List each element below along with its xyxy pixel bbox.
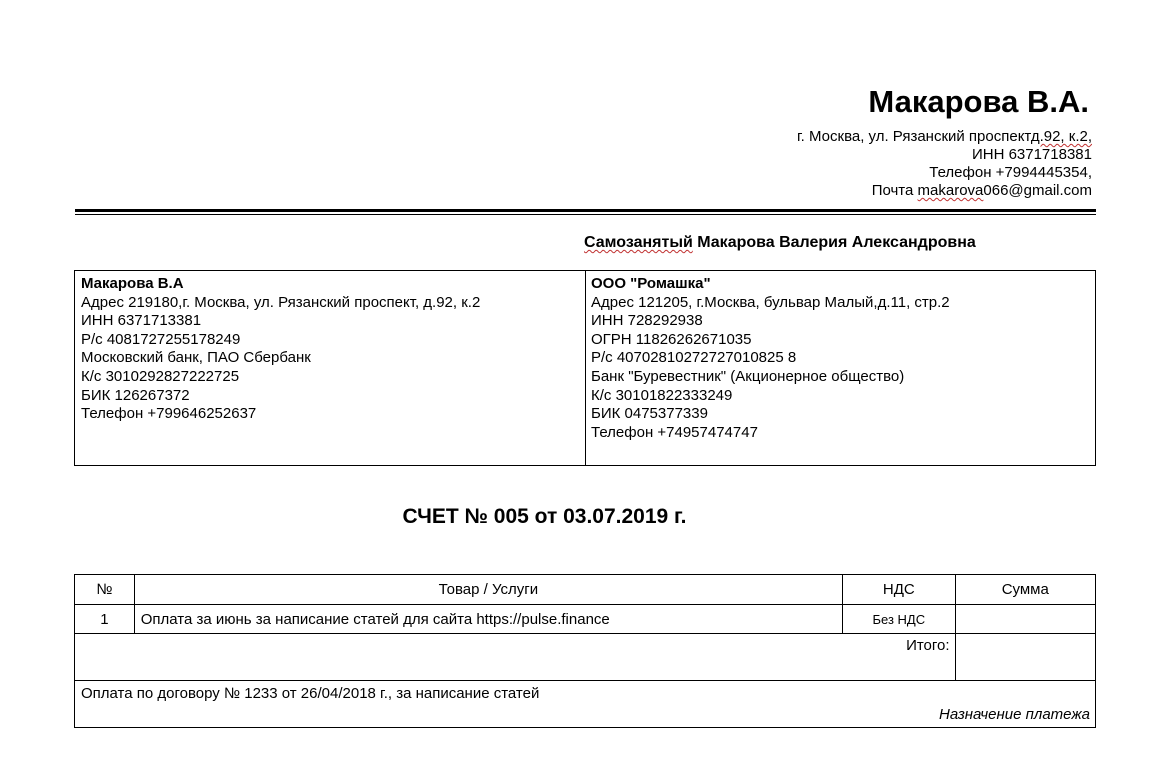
issuer-address <box>797 128 1092 145</box>
issuer-name: Макарова В.А. <box>868 84 1089 119</box>
issuer-email <box>872 182 1092 199</box>
header-num: № <box>75 575 135 605</box>
buyer-bank: Банк "Буревестник" (Акционерное общество) <box>591 367 905 385</box>
total-row <box>75 634 1096 681</box>
seller-name: Макарова В.А <box>81 275 184 292</box>
seller-corr-account: К/с 3010292827222725 <box>81 367 240 385</box>
payment-purpose: Оплата по договору № 1233 от 26/04/2018 г., за написание статей <box>81 685 540 702</box>
header-sum: Сумма <box>955 575 1095 605</box>
table-header-row <box>75 575 1096 605</box>
total-label: Итого: <box>75 634 956 681</box>
row-description: Оплата за июнь за написание статей для сайта https://pulse.finance <box>134 605 842 634</box>
table-row <box>75 605 1096 634</box>
payment-row <box>75 681 1096 728</box>
payment-note: Назначение платежа <box>938 706 1090 723</box>
buyer-ogrn: ОГРН 11826262671035 <box>591 330 752 348</box>
buyer-inn: ИНН 728292938 <box>591 312 703 330</box>
row-vat: Без НДС <box>843 605 955 634</box>
email-user: makarova <box>917 182 984 199</box>
issuer-address-suffix: д.92, к.2, <box>1030 128 1092 145</box>
buyer-account: Р/с 40702810272727010825 8 <box>591 349 797 367</box>
issuer-inn: ИНН 6371718381 <box>971 146 1092 163</box>
seller-account: Р/с 4081727255178249 <box>81 330 241 348</box>
email-label: Почта <box>871 182 918 199</box>
total-value <box>955 634 1095 681</box>
buyer-name: ООО "Ромашка" <box>591 275 711 292</box>
buyer-bik: БИК 0475377339 <box>591 405 708 423</box>
seller-phone: Телефон +799646252637 <box>81 405 257 423</box>
header-divider-thin <box>75 214 1096 215</box>
seller-inn: ИНН 6371713381 <box>81 312 202 330</box>
email-rest: 066@gmail.com <box>983 182 1092 199</box>
seller-bank: Московский банк, ПАО Сбербанк <box>81 349 311 367</box>
buyer-address: Адрес 121205, г.Москва, бульвар Малый,д.11, стр.2 <box>591 293 950 311</box>
payment-cell <box>75 681 1096 728</box>
seller-bik: БИК 126267372 <box>81 386 190 404</box>
invoice-title: СЧЕТ № 005 от 03.07.2019 г. <box>402 505 687 528</box>
self-employed-line <box>584 234 976 252</box>
buyer-details <box>591 275 950 442</box>
row-num: 1 <box>75 605 135 634</box>
issuer-phone: Телефон +7994445354, <box>929 164 1092 181</box>
row-sum <box>955 605 1095 634</box>
seller-details <box>81 275 480 424</box>
items-table <box>74 574 1096 728</box>
buyer-phone: Телефон +74957474747 <box>591 423 758 441</box>
buyer-corr-account: К/с 30101822333249 <box>591 386 733 404</box>
header-goods: Товар / Услуги <box>134 575 842 605</box>
parties-separator <box>585 270 586 466</box>
self-employed-name: Макарова Валерия Александровна <box>692 234 976 251</box>
header-vat: НДС <box>843 575 955 605</box>
seller-address: Адрес 219180,г. Москва, ул. Рязанский проспект, д.92, к.2 <box>81 293 481 311</box>
header-divider-thick <box>75 209 1096 212</box>
self-employed-label: Самозанятый <box>584 234 693 251</box>
issuer-address-prefix: г. Москва, ул. Рязанский проспект <box>797 128 1031 145</box>
